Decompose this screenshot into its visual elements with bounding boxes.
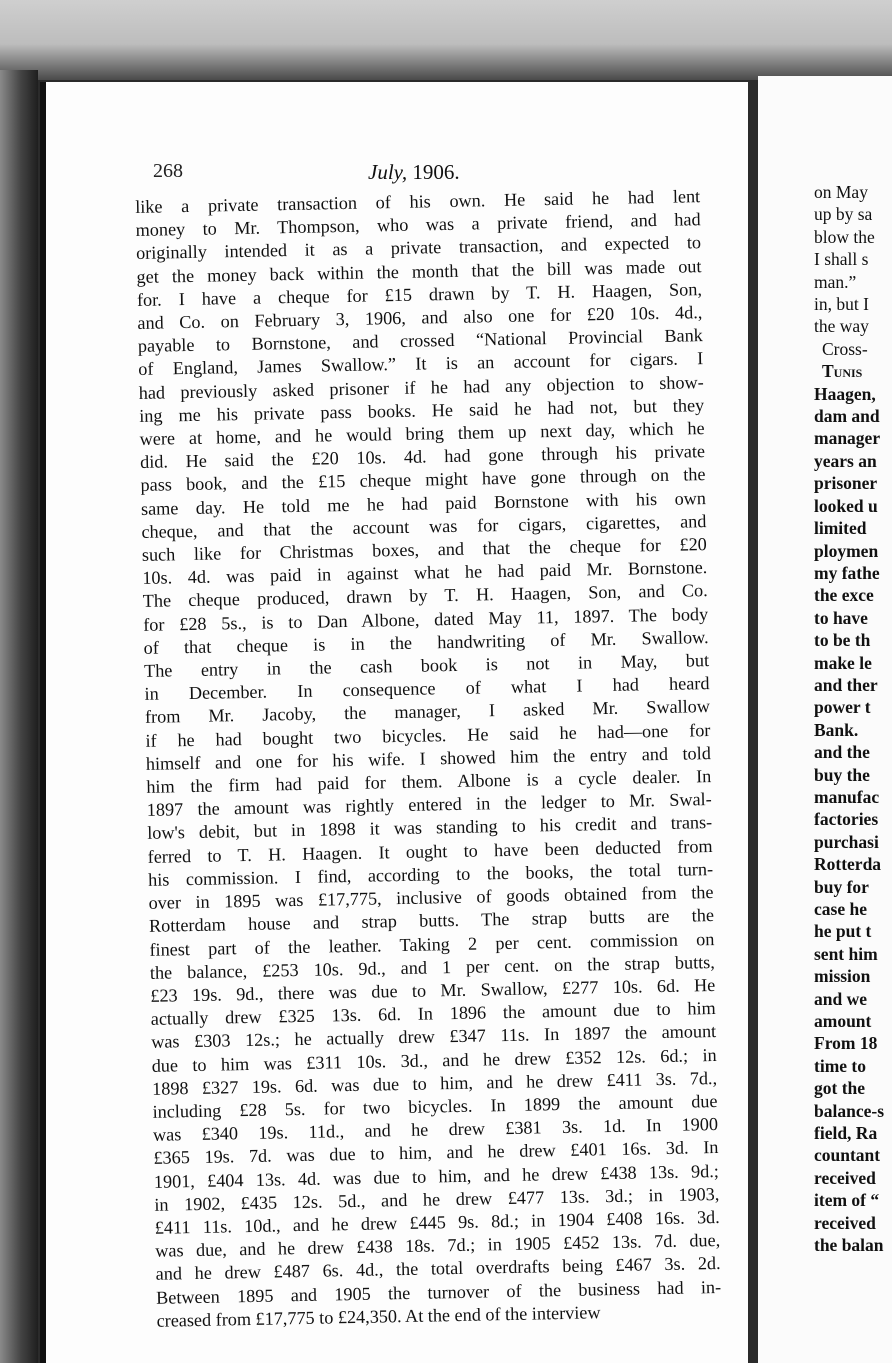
text-line: The entry in the cash book is not in May, but (143, 650, 710, 681)
right-text-line: years an (814, 450, 877, 471)
text-line: of that cheque is in the handwriting of Mr. Swallow. (143, 626, 709, 658)
right-text-line: and ther (814, 674, 878, 695)
text-line: was £340 19s. 11d., and he drew £381 3s. 1d. In 1900 (152, 1114, 719, 1145)
right-text-line: dam and (814, 406, 880, 427)
text-line: over in 1895 was £17,775, inclusive of goods obtained from the (148, 882, 714, 913)
text-line: such like for Christmas boxes, and that the cheque for £20 (141, 534, 707, 565)
text-line: in December. In consequence of what I had heard (144, 673, 710, 705)
right-text-line: countant (814, 1145, 881, 1166)
right-text-line: power t (814, 697, 871, 718)
right-text-line: field, Ra (814, 1123, 878, 1144)
right-text-line: sent him (814, 943, 878, 964)
running-head (0, 160, 892, 188)
right-text-line: buy for (814, 876, 869, 897)
right-text-line: manager (814, 428, 881, 449)
right-text-line: man.” (814, 271, 857, 292)
page-number: 268 (153, 160, 183, 182)
right-text-line: on May (814, 182, 868, 202)
right-text-line: he put t (814, 921, 872, 942)
text-line: 1901, £404 13s. 4d. was due to him, and he drew £438 13s. 9d.; (153, 1160, 720, 1192)
text-line: get the money back within the month that the bill was made out (136, 255, 702, 287)
right-text-line: Haagen, (814, 383, 876, 404)
right-text-line: in, but I (814, 294, 869, 315)
text-line: 10s. 4d. was paid in against what he had paid Mr. Bornstone. (142, 557, 708, 589)
text-line: was £303 12s.; he actually drew £347 11s. In 1897 the amount (151, 1021, 717, 1053)
scan-top-edge (0, 0, 892, 80)
right-text-line: received (814, 1167, 876, 1188)
right-text-line: looked u (814, 495, 878, 516)
text-line: and Co. on February 3, 1906, and also one for £20 10s. 4d., (137, 302, 703, 333)
text-line: the balance, £253 10s. 9d., and 1 per cent. on the strap butts, (149, 951, 715, 983)
text-line: had previously asked prisoner if he had any objection to show- (138, 371, 704, 403)
text-line: 1897 the amount was rightly entered in the ledger to Mr. Swal- (146, 789, 712, 821)
text-line: did. He said the £20 10s. 4d. had gone through his private (139, 441, 706, 473)
right-text-line: purchasi (814, 831, 879, 852)
text-line: Between 1895 and 1905 the turnover of the business had in- (155, 1276, 722, 1308)
right-text-line: time to (814, 1055, 866, 1076)
text-line: Rotterdam house and strap butts. The strap butts are the (148, 905, 715, 937)
right-text-line: Tunis (822, 361, 863, 382)
text-line: payable to Bornstone, and crossed “National Provincial Bank (137, 325, 703, 357)
text-line: The cheque produced, drawn by T. H. Haagen, Son, and Co. (142, 580, 708, 612)
text-line: actually drew £325 13s. 6d. In 1896 the amount due to him (150, 998, 716, 1029)
page-title-month: July, (368, 160, 408, 184)
right-text-line: manufac (814, 786, 880, 807)
right-page-text-fragment (814, 181, 892, 1257)
page-title-year: 1906. (412, 160, 460, 184)
text-line: his commission. I find, according to the books, the total turn- (147, 858, 714, 890)
right-text-line: Bank. (814, 719, 859, 740)
right-text-line: make le (814, 652, 872, 673)
right-text-line: Rotterda (814, 854, 882, 875)
right-text-line: factories (814, 809, 879, 830)
right-text-line: received (814, 1212, 876, 1233)
right-text-line: got the (814, 1078, 866, 1099)
right-text-line: Cross- (822, 338, 868, 359)
right-text-line: blow the (814, 226, 875, 247)
text-line: of England, James Swallow.” It is an account for cigars. I (138, 348, 704, 380)
text-line: him the firm had paid for them. Albone is a cycle dealer. In (146, 766, 712, 797)
text-line: was due, and he drew £438 18s. 7d.; in 1905 £452 13s. 7d. due, (155, 1230, 721, 1261)
right-text-line: mission (814, 966, 871, 987)
right-text-line: amount (814, 1011, 872, 1032)
right-text-line: item of “ (814, 1190, 880, 1211)
text-line: money to Mr. Thompson, who was a private friend, and had (135, 209, 701, 241)
text-line: including £28 5s. for two bicycles. In 1899 the amount due (152, 1090, 718, 1122)
text-line: originally intended it as a private transaction, and expected to (135, 232, 702, 264)
right-text-line: prisoner (814, 473, 878, 494)
text-line: from Mr. Jacoby, the manager, I asked Mr. Swallow (144, 696, 711, 728)
main-text-column (135, 185, 722, 1333)
right-text-line: balance-s (814, 1100, 884, 1121)
right-text-line: and the (814, 742, 870, 763)
text-line: like a private transaction of his own. He said he had lent (135, 186, 701, 217)
right-text-line: to have (814, 607, 868, 628)
text-line: cheque, and that the account was for cigars, cigarettes, and (141, 510, 707, 542)
text-line: for £28 5s., is to Dan Albone, dated May 11, 1897. The body (143, 603, 709, 635)
text-line: 1898 £327 19s. 6d. was due to him, and he drew £411 3s. 7d., (151, 1067, 718, 1099)
text-line: ferred to T. H. Haagen. It ought to have been deducted from (147, 835, 713, 867)
text-line: finest part of the leather. Taking 2 per cent. commission on (149, 928, 715, 960)
right-text-line: I shall s (814, 249, 869, 270)
right-text-line: case he (814, 899, 867, 919)
right-text-line: and we (814, 988, 867, 1009)
text-line: creased from £17,775 to £24,350. At the end of the interview (156, 1302, 601, 1331)
text-line: if he had bought two bicycles. He said he had—one for (145, 719, 711, 751)
text-line: pass book, and the £15 cheque might have gone through on the (140, 464, 706, 496)
text-line: same day. He told me he had paid Bornstone with his own (140, 487, 707, 519)
text-line: low's debit, but in 1898 it was standing to his credit and trans- (147, 812, 713, 844)
right-text-line: the way (814, 316, 869, 337)
text-line: ing me his private pass books. He said he had not, but they (139, 394, 705, 426)
right-text-line: buy the (814, 764, 870, 785)
right-text-line: limited (814, 518, 867, 539)
text-line: due to him was £311 10s. 3d., and he drew £352 12s. 6d.; in (151, 1044, 717, 1076)
page-title (368, 160, 460, 185)
text-line: £365 19s. 7d. was due to him, and he drew £401 16s. 3d. In (153, 1137, 719, 1169)
text-line: himself and one for his wife. I showed him the entry and told (145, 742, 711, 774)
right-text-line: the exce (814, 585, 874, 606)
text-line: £411 11s. 10d., and he drew £445 9s. 8d.; in 1904 £408 16s. 3d. (154, 1206, 720, 1238)
right-text-line: From 18 (814, 1033, 878, 1054)
book-spine (0, 70, 38, 1363)
text-line: and he drew £487 6s. 4d., the total overdrafts being £467 3s. 2d. (155, 1253, 721, 1285)
text-line: in 1902, £435 12s. 5d., and he drew £477 13s. 3d.; in 1903, (154, 1183, 720, 1215)
text-line: were at home, and he would bring them up next day, which he (139, 418, 705, 449)
right-text-line: the balan (814, 1235, 884, 1256)
right-text-line: up by sa (814, 204, 873, 225)
text-line: for. I have a cheque for £15 drawn by T. H. Haagen, Son, (136, 278, 703, 310)
right-text-line: to be th (814, 630, 871, 651)
text-line: £23 19s. 9d., there was due to Mr. Swallow, £277 10s. 6d. He (150, 974, 716, 1006)
right-text-line: my fathe (814, 562, 880, 583)
right-text-line: ploymen (814, 540, 879, 561)
